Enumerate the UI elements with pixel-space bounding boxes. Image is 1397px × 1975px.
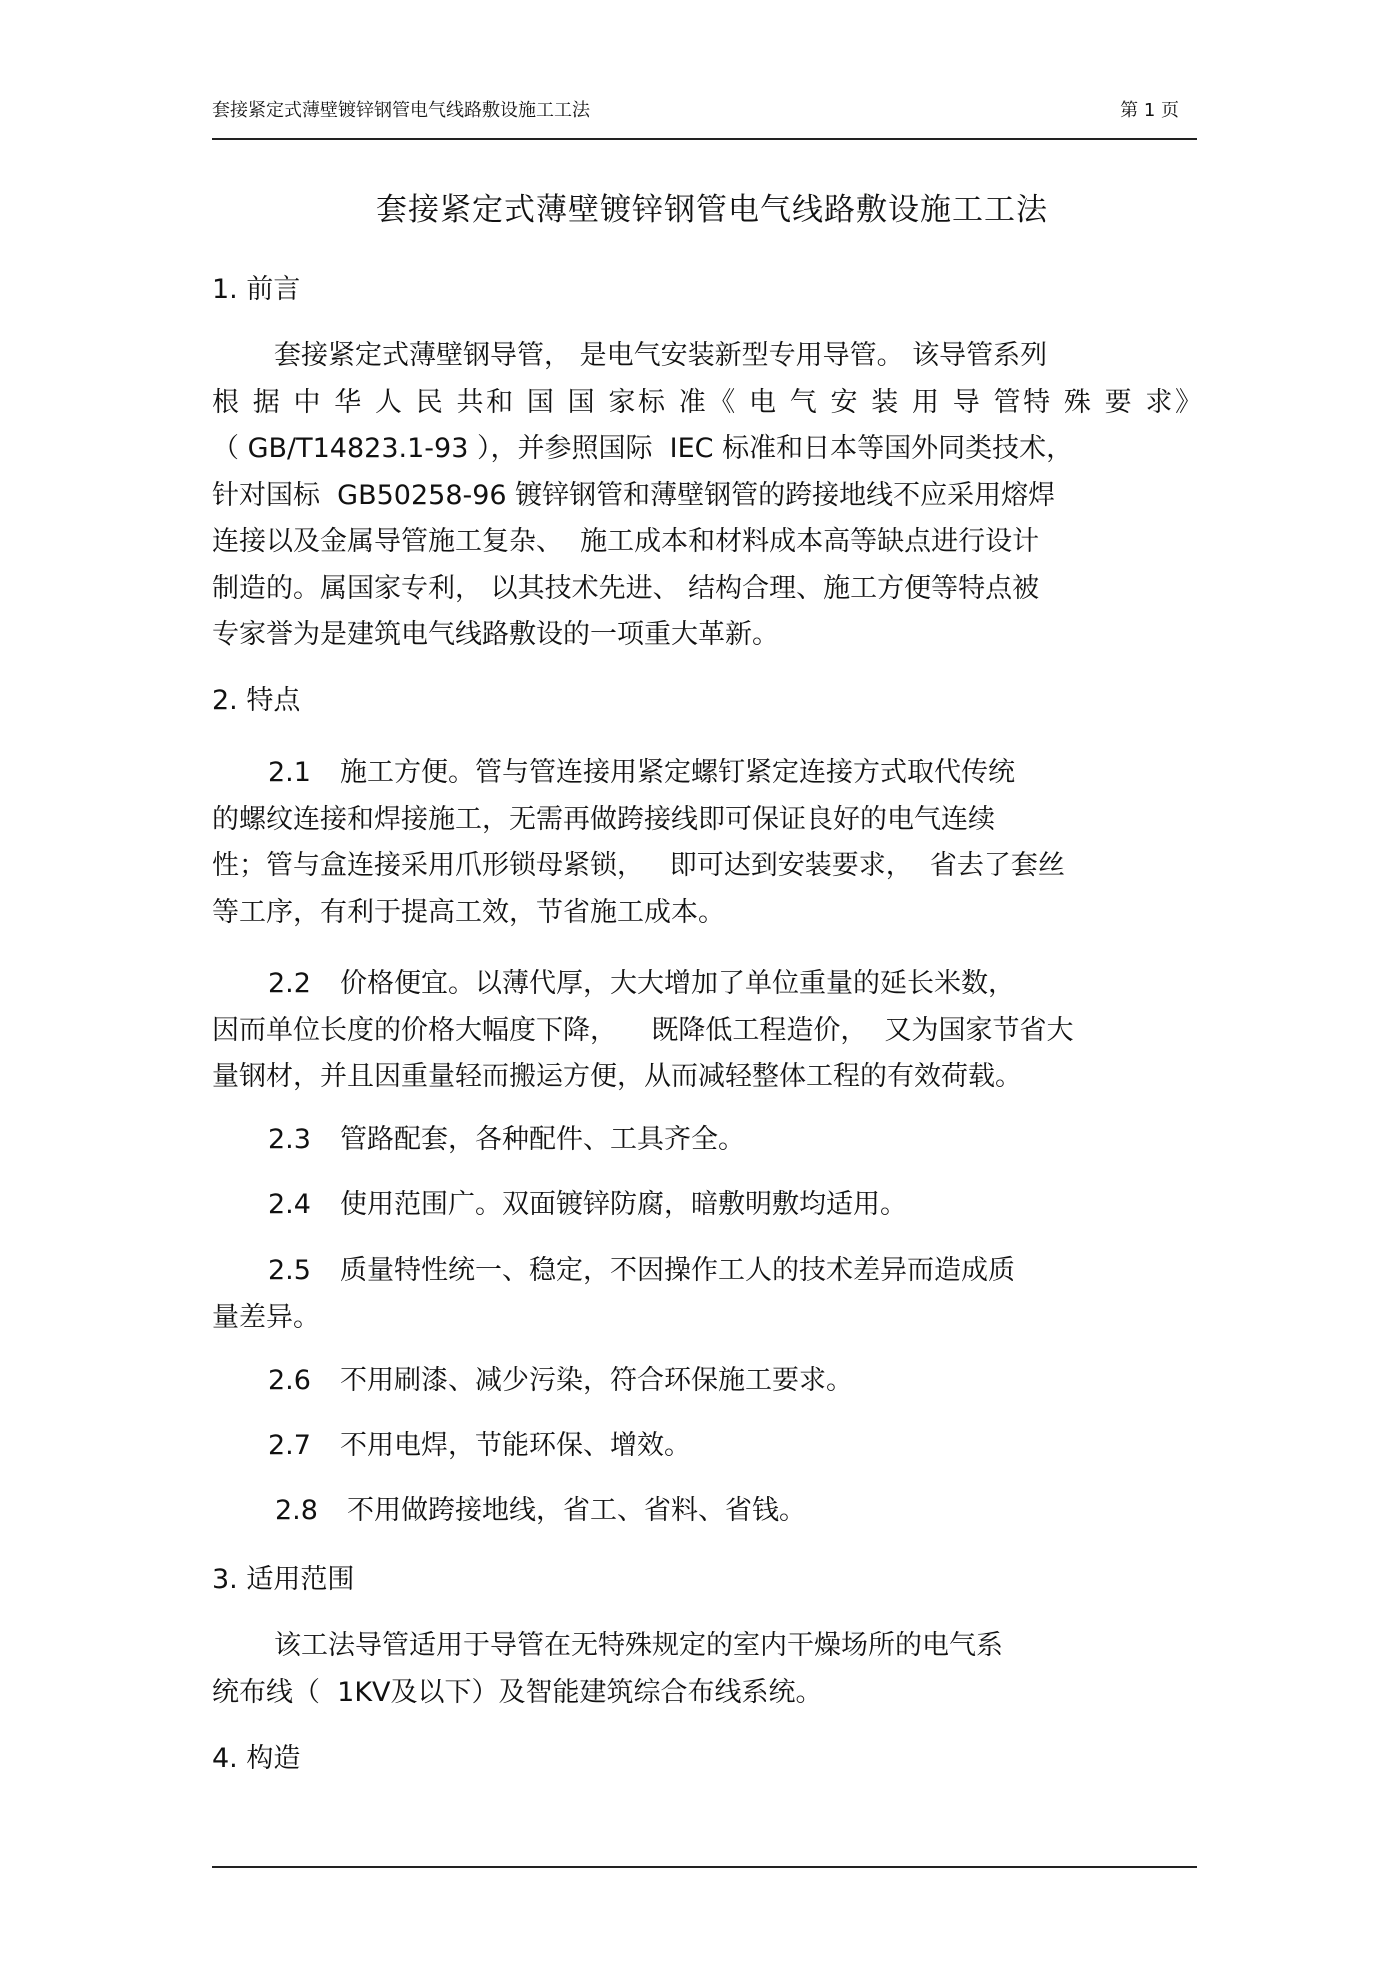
paragraph-line: （ GB/T14823.1-93 ），并参照国际 IEC 标准和日本等国外同类技术， — [212, 433, 1074, 464]
document-title: 套接紧定式薄壁镀锌钢管电气线路敷设施工工法 — [376, 192, 1048, 228]
item-line: 不用刷漆、减少污染，符合环保施工要求。 — [340, 1365, 853, 1396]
item-line: 管路配套，各种配件、工具齐全。 — [340, 1124, 745, 1155]
item-line: 量差异。 — [212, 1301, 320, 1333]
paragraph-line: 统布线（ 1KV及以下）及智能建筑综合布线系统。 — [212, 1676, 823, 1708]
item-line: 的螺纹连接和焊接施工，无需再做跨接线即可保证良好的电气连续 — [212, 803, 995, 835]
item-line: 因而单位长度的价格大幅度下降， 既降低工程造价， 又为国家节省大 — [212, 1014, 1074, 1046]
item-number: 2.3 — [268, 1124, 311, 1155]
page-header — [212, 96, 1197, 140]
item-line: 价格便宜。以薄代厚，大大增加了单位重量的延长米数， — [340, 968, 1015, 999]
feature-item-2-5 — [212, 1248, 1202, 1341]
feature-item-2-7 — [212, 1423, 1202, 1470]
item-line: 质量特性统一、稳定，不因操作工人的技术差异而造成质 — [340, 1255, 1015, 1286]
paragraph-line: 套接紧定式薄壁钢导管， 是电气安装新型专用导管。 该导管系列 — [274, 340, 1048, 371]
item-number: 2.8 — [275, 1495, 318, 1526]
item-number: 2.1 — [268, 757, 311, 788]
item-number: 2.7 — [268, 1430, 311, 1461]
item-line: 性；管与盒连接采用爪形锁母紧锁， 即可达到安装要求， 省去了套丝 — [212, 850, 1065, 881]
item-line: 不用做跨接地线，省工、省料、省钱。 — [347, 1495, 806, 1526]
item-line: 不用电焊，节能环保、增效。 — [340, 1430, 691, 1461]
feature-item-2-4 — [212, 1182, 1202, 1229]
item-line: 施工方便。管与管连接用紧定螺钉紧定连接方式取代传统 — [340, 757, 1015, 788]
paragraph-line: 针对国标 GB50258-96 镀锌钢管和薄壁钢管的跨接地线不应采用熔焊 — [212, 479, 1056, 511]
paragraph-line: 根 据 中 华 人 民 共和 国 国 家标 准《 电 气 安 装 用 导 管特 殊 要 求》 — [212, 386, 1202, 418]
section-1-paragraph — [212, 333, 1202, 659]
feature-item-2-2 — [212, 961, 1202, 1101]
feature-item-2-6 — [212, 1358, 1202, 1405]
feature-item-2-1 — [212, 750, 1202, 936]
section-4-heading: 4. 构造 — [212, 1743, 301, 1774]
item-number: 2.2 — [268, 968, 311, 999]
item-number: 2.6 — [268, 1365, 311, 1396]
feature-item-2-3 — [212, 1117, 1202, 1164]
item-line: 量钢材，并且因重量轻而搬运方便，从而减轻整体工程的有效荷载。 — [212, 1061, 1022, 1092]
section-2-heading: 2. 特点 — [212, 685, 301, 716]
section-3-paragraph — [212, 1623, 1202, 1716]
section-1-heading: 1. 前言 — [212, 274, 301, 305]
paragraph-line: 连接以及金属导管施工复杂、 施工成本和材料成本高等缺点进行设计 — [212, 526, 1040, 557]
paragraph-line: 专家誉为是建筑电气线路敷设的一项重大革新。 — [212, 619, 779, 650]
paragraph-line: 该工法导管适用于导管在无特殊规定的室内干燥场所的电气系 — [274, 1630, 1003, 1661]
section-3-heading: 3. 适用范围 — [212, 1564, 355, 1595]
footer-rule — [212, 1866, 1197, 1868]
item-number: 2.5 — [268, 1255, 311, 1286]
item-line: 使用范围广。双面镀锌防腐，暗敷明敷均适用。 — [340, 1189, 907, 1220]
header-page-number: 第 1 页 — [1120, 100, 1179, 121]
header-doc-title: 套接紧定式薄壁镀锌钢管电气线路敷设施工工法 — [212, 100, 590, 121]
feature-item-2-8 — [212, 1488, 1202, 1535]
paragraph-line: 制造的。属国家专利， 以其技术先进、 结构合理、施工方便等特点被 — [212, 572, 1040, 604]
item-number: 2.4 — [268, 1189, 311, 1220]
item-line: 等工序，有利于提高工效，节省施工成本。 — [212, 896, 725, 928]
